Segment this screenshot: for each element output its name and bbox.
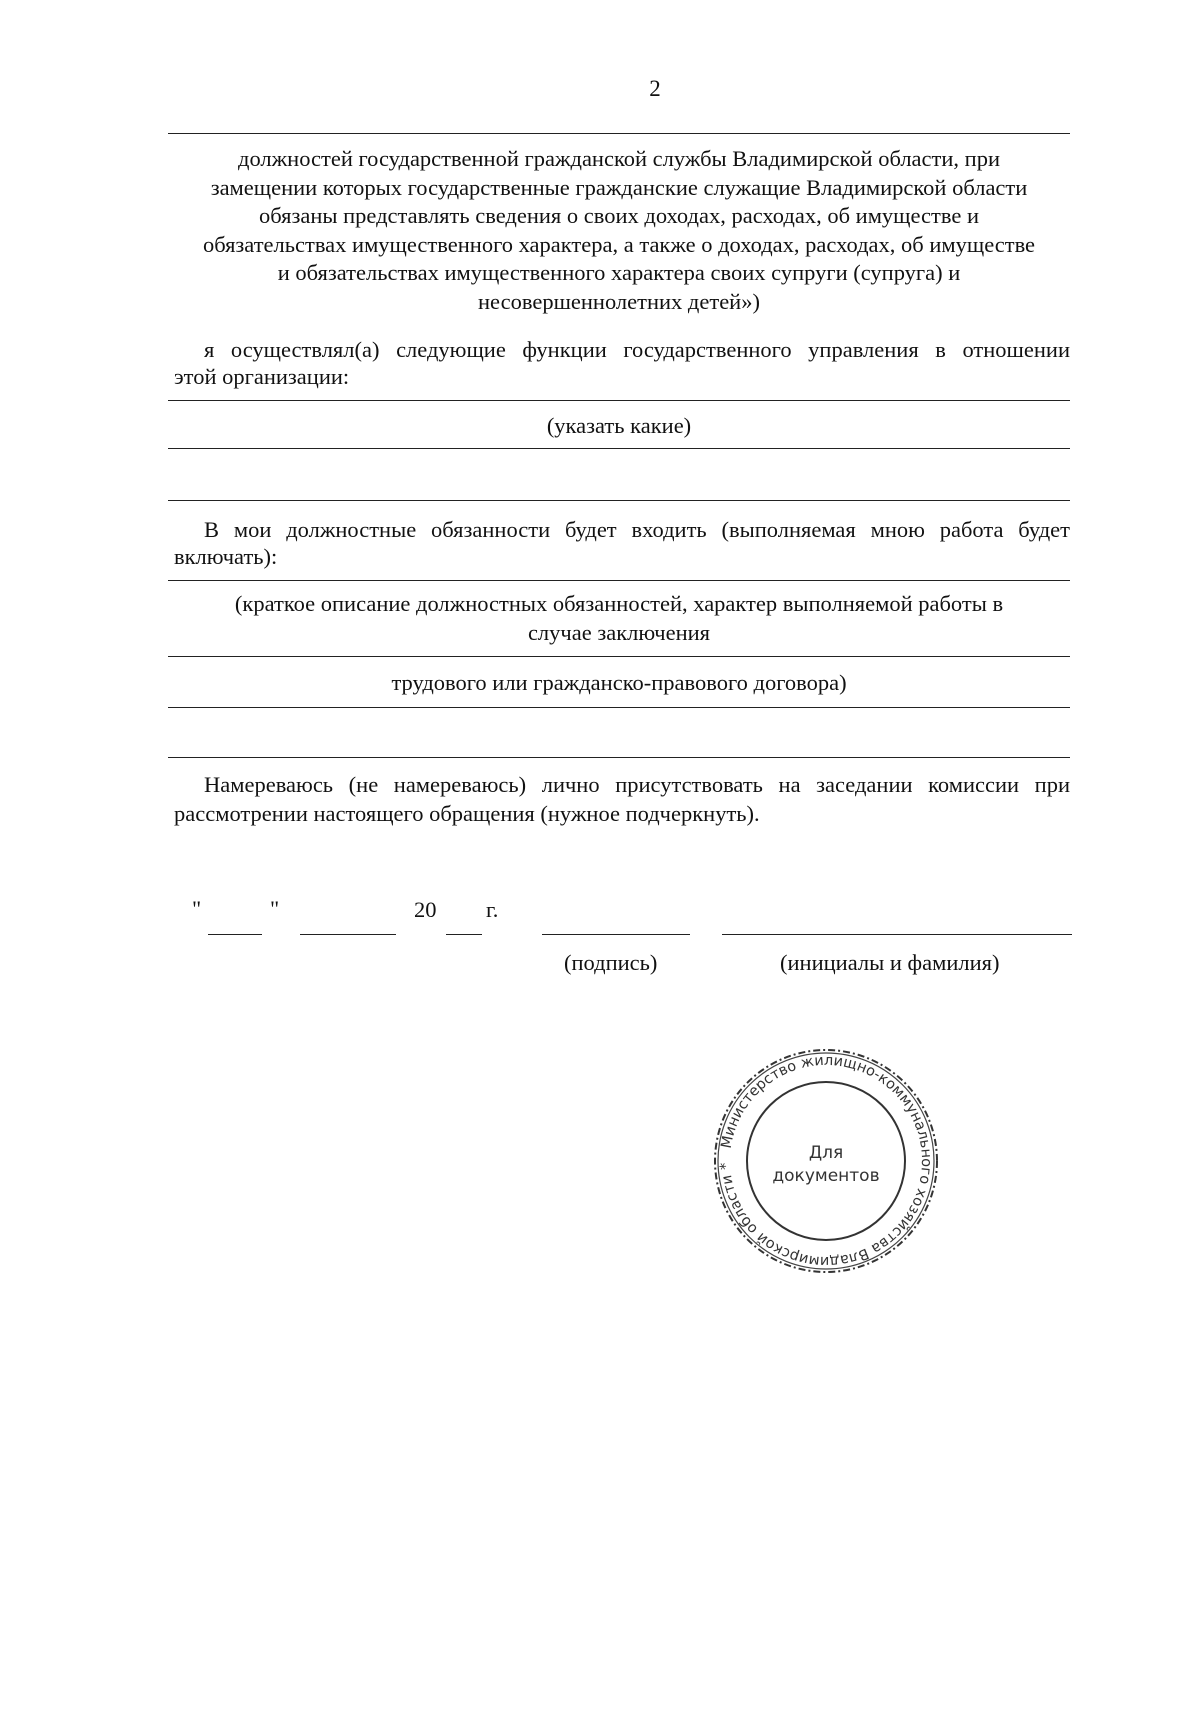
duties-fill-line-4[interactable] [168, 757, 1070, 758]
duties-fill-line-3[interactable] [168, 707, 1070, 708]
attendance-line: рассмотрении настоящего обращения (нужное подчеркнуть). [174, 801, 760, 826]
intro-line: несовершеннолетних детей») [478, 288, 760, 314]
date-year-field[interactable] [446, 934, 482, 935]
functions-line: я осуществлял(а) следующие функции государственного управления в отношении [204, 337, 1070, 362]
signature-label: (подпись) [564, 950, 658, 975]
official-stamp [712, 1046, 940, 1276]
name-label: (инициалы и фамилия) [780, 950, 1000, 975]
functions-fill-line-2[interactable] [168, 448, 1070, 449]
duties-line: включать): [174, 544, 278, 569]
date-quote-close: " [270, 896, 280, 921]
intro-line: замещении которых государственные гражданские служащие Владимирской области [210, 174, 1028, 200]
intro-line: и обязательствах имущественного характера своих супруги (супруга) и [277, 260, 961, 285]
stamp-center-line-1: Для [808, 1143, 844, 1163]
functions-fill-line-3[interactable] [168, 500, 1070, 501]
duties-fill-line-1[interactable] [168, 580, 1070, 581]
intro-line: должностей государственной гражданской службы Владимирской области, при [238, 146, 1000, 171]
duties-paragraph [174, 516, 1070, 570]
functions-hint: (указать какие) [546, 413, 692, 438]
duties-fill-line-2[interactable] [168, 656, 1070, 657]
stamp-center-line-2: документов [772, 1166, 880, 1186]
functions-line: этой организации: [174, 364, 350, 389]
date-quote-open: " [192, 896, 202, 921]
name-field[interactable] [722, 934, 1072, 935]
duties-hint-line: случае заключения [527, 619, 711, 645]
functions-paragraph [174, 336, 1070, 390]
duties-hint [168, 590, 1070, 647]
duties-hint-line: (краткое описание должностных обязанностей, характер выполняемой работы в [234, 591, 1004, 616]
stamp-ring-text: Министерство жилищно-коммунального хозяйства Владимирской области * [717, 1052, 935, 1270]
attendance-line: Намереваюсь (не намереваюсь) лично присутствовать на заседании комиссии при [204, 772, 1070, 797]
functions-fill-line-1[interactable] [168, 400, 1070, 401]
attendance-paragraph [174, 770, 1070, 828]
intro-line: обязательствах имущественного характера, а также о доходах, расходах, об имуществе [202, 231, 1036, 257]
top-rule [168, 133, 1070, 134]
intro-line: обязаны представлять сведения о своих доходах, расходах, об имуществе и [258, 203, 980, 228]
signature-field[interactable] [542, 934, 690, 935]
date-year-suffix: г. [486, 897, 499, 922]
date-month-field[interactable] [300, 934, 396, 935]
intro-paragraph [168, 145, 1070, 316]
date-day-field[interactable] [208, 934, 262, 935]
duties-hint-line-3: трудового или гражданско-правового договора) [391, 670, 847, 695]
date-year-prefix: 20 [414, 897, 437, 922]
duties-line: В мои должностные обязанности будет входить (выполняемая мною работа будет [204, 517, 1070, 542]
page-number: 2 [649, 76, 661, 101]
